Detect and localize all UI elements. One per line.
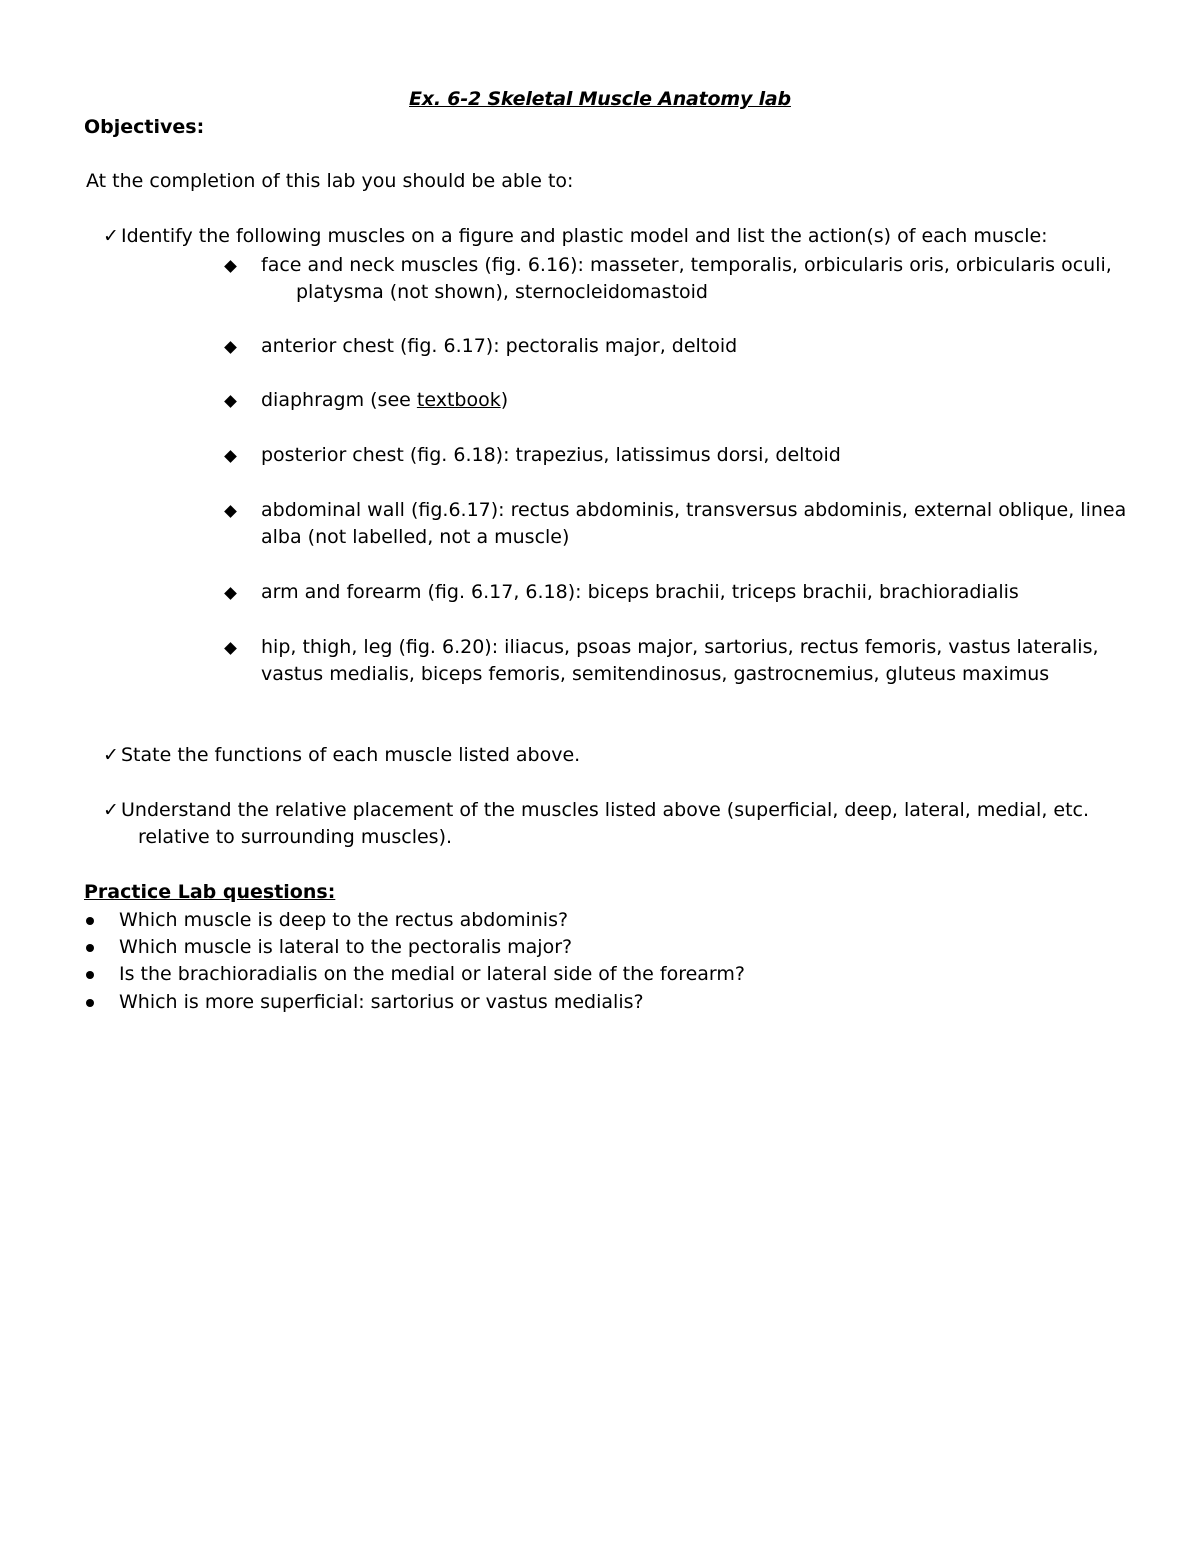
checkmark-icon: ✓ [103,744,119,766]
objective-3 [103,797,1089,823]
muscle-group-hip-thigh-leg-cont: vastus medialis, biceps femoris, semitendinosus, gastrocnemius, gluteus maximus [261,663,1050,685]
objective-1 [103,223,1048,249]
diamond-bullet-icon [224,505,237,518]
muscle-group-posterior-chest: posterior chest (fig. 6.18): trapezius, latissimus dorsi, deltoid [261,444,841,466]
bullet-icon [86,971,94,979]
objective-2 [103,742,580,768]
diamond-bullet-icon [224,587,237,600]
bullet-icon [86,999,94,1007]
muscle-group-anterior-chest: anterior chest (fig. 6.17): pectoralis major, deltoid [261,335,738,357]
textbook-reference: textbook [416,389,501,411]
question-item: Is the brachioradialis on the medial or lateral side of the forearm? [119,963,745,985]
objective-2-text: State the functions of each muscle listed above. [121,744,581,766]
muscle-group-diaphragm: diaphragm (see textbook) [261,389,509,411]
diamond-bullet-icon [224,642,237,655]
diamond-bullet-icon [224,395,237,408]
objective-1-text: Identify the following muscles on a figure and plastic model and list the action(s) of each muscle: [121,225,1048,247]
question-item: Which muscle is deep to the rectus abdominis? [119,909,569,931]
muscle-group-arm-forearm: arm and forearm (fig. 6.17, 6.18): biceps brachii, triceps brachii, brachioradialis [261,581,1019,603]
page-title: Ex. 6-2 Skeletal Muscle Anatomy lab [409,88,791,110]
muscle-group-face-neck: face and neck muscles (fig. 6.16): masseter, temporalis, orbicularis oris, orbicularis oculi, [261,254,1112,276]
objective-3-cont: relative to surrounding muscles). [138,826,453,848]
diamond-bullet-icon [224,450,237,463]
muscle-group-face-neck-cont: platysma (not shown), sternocleidomastoid [296,281,708,303]
objectives-heading: Objectives: [84,116,205,138]
objective-3-text: Understand the relative placement of the muscles listed above (superficial, deep, lateral, medial, etc. [121,799,1090,821]
muscle-group-hip-thigh-leg: hip, thigh, leg (fig. 6.20): iliacus, psoas major, sartorius, rectus femoris, vastus lateralis, [261,636,1099,658]
checkmark-icon: ✓ [103,799,119,821]
muscle-group-abdominal-wall: abdominal wall (fig.6.17): rectus abdominis, transversus abdominis, external oblique, linea [261,499,1127,521]
question-item: Which is more superficial: sartorius or vastus medialis? [119,991,644,1013]
checkmark-icon: ✓ [103,225,119,247]
question-item: Which muscle is lateral to the pectoralis major? [119,936,573,958]
diamond-bullet-icon [224,260,237,273]
bullet-icon [86,917,94,925]
intro-text: At the completion of this lab you should be able to: [86,170,574,192]
practice-heading: Practice Lab questions: [84,881,336,903]
bullet-icon [86,944,94,952]
muscle-group-abdominal-wall-cont: alba (not labelled, not a muscle) [261,526,570,548]
diamond-bullet-icon [224,341,237,354]
